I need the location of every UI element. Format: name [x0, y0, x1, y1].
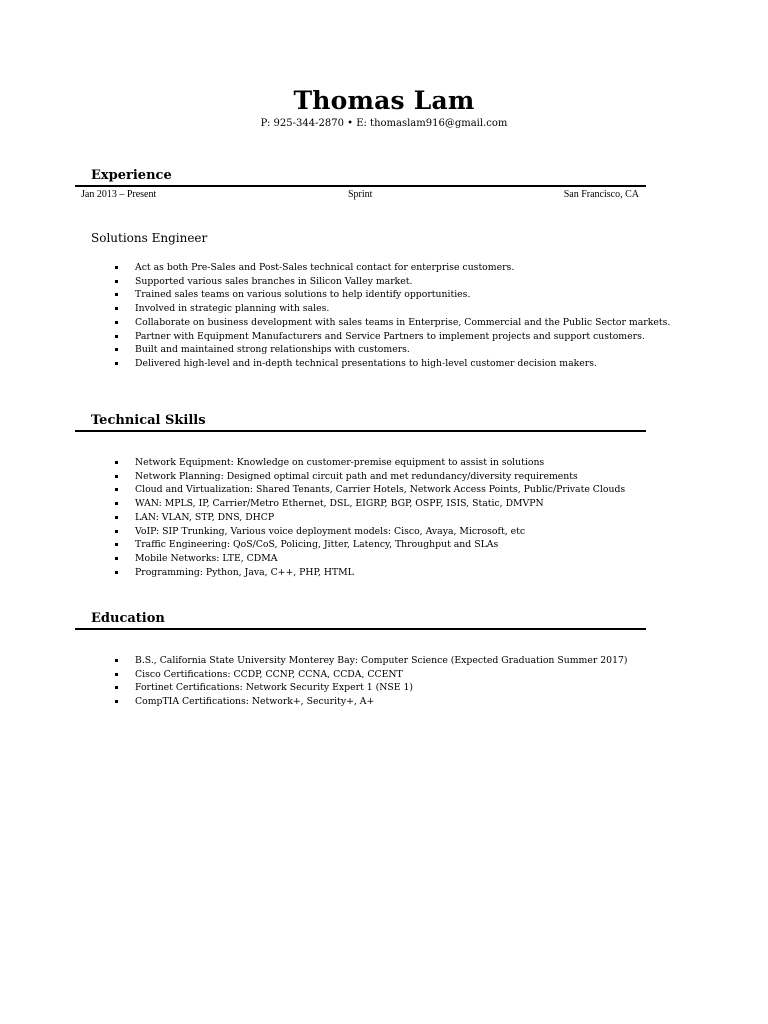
bullet-item [113, 681, 628, 695]
bullet-icon [115, 280, 118, 283]
bullet-item [113, 695, 628, 709]
skills-divider [75, 430, 646, 432]
education-heading: Education [91, 611, 165, 626]
bullet-icon [115, 266, 118, 269]
resume-name: Thomas Lam [293, 86, 475, 115]
bullet-icon [115, 335, 118, 338]
bullet-text: Mobile Networks: LTE, CDMA [135, 552, 278, 564]
job-location: San Francisco, CA [563, 189, 639, 200]
bullet-item [113, 470, 625, 484]
bullet-icon [115, 659, 118, 662]
bullet-icon [115, 571, 118, 574]
bullet-icon [115, 686, 118, 689]
education-bullets [113, 654, 628, 709]
bullet-icon [115, 475, 118, 478]
education-divider [75, 628, 646, 630]
bullet-item [113, 302, 670, 316]
skills-bullets [113, 456, 625, 579]
bullet-item [113, 538, 625, 552]
bullet-icon [115, 543, 118, 546]
bullet-item [113, 497, 625, 511]
bullet-icon [115, 461, 118, 464]
bullet-text: Involved in strategic planning with sales. [135, 303, 330, 315]
bullet-text: CompTIA Certifications: Network+, Security+, A+ [135, 696, 375, 708]
job-role: Solutions Engineer [91, 231, 208, 245]
job-meta-row [81, 189, 639, 203]
bullet-item [113, 343, 670, 357]
bullet-text: Trained sales teams on various solutions to help identify opportunities. [135, 289, 471, 301]
bullet-icon [115, 557, 118, 560]
bullet-item [113, 456, 625, 470]
bullet-icon [115, 307, 118, 310]
bullet-text: B.S., California State University Monterey Bay: Computer Science (Expected Graduation Summer 2017) [135, 655, 628, 666]
bullet-text: Act as both Pre-Sales and Post-Sales technical contact for enterprise customers. [135, 262, 515, 273]
bullet-text: Collaborate on business development with sales teams in Enterprise, Commercial and the Public Sector markets. [135, 316, 671, 328]
bullet-text: LAN: VLAN, STP, DNS, DHCP [135, 511, 275, 523]
bullet-text: Supported various sales branches in Silicon Valley market. [135, 275, 413, 287]
bullet-item [113, 668, 628, 682]
bullet-item [113, 275, 670, 289]
bullet-icon [115, 530, 118, 533]
bullet-item [113, 357, 670, 371]
bullet-item [113, 511, 625, 525]
bullet-item [113, 483, 625, 497]
bullet-text: Network Equipment: Knowledge on customer-premise equipment to assist in solutions [135, 457, 545, 468]
bullet-text: Traffic Engineering: QoS/CoS, Policing, Jitter, Latency, Throughput and SLAs [135, 539, 499, 551]
bullet-text: Partner with Equipment Manufacturers and Service Partners to implement projects and support customers. [135, 330, 645, 342]
experience-bullets [113, 261, 670, 371]
bullet-icon [115, 348, 118, 351]
bullet-icon [115, 502, 118, 505]
experience-heading: Experience [91, 168, 172, 183]
bullet-item [113, 654, 628, 668]
bullet-text: Built and maintained strong relationships with customers. [135, 344, 410, 356]
bullet-text: WAN: MPLS, IP, Carrier/Metro Ethernet, DSL, EIGRP, BGP, OSPF, ISIS, Static, DMVPN [135, 498, 544, 510]
bullet-text: Network Planning: Designed optimal circuit path and met redundancy/diversity requirements [135, 470, 578, 482]
bullet-item [113, 288, 670, 302]
bullet-text: Cloud and Virtualization: Shared Tenants, Carrier Hotels, Network Access Points, Public/Private Clouds [135, 484, 626, 496]
contact-line: P: 925-344-2870 • E: thomaslam916@gmail.com [260, 118, 508, 129]
bullet-item [113, 552, 625, 566]
bullet-item [113, 261, 670, 275]
bullet-text: VoIP: SIP Trunking, Various voice deployment models: Cisco, Avaya, Microsoft, etc [135, 525, 526, 537]
job-company: Sprint [348, 189, 373, 200]
bullet-icon [115, 488, 118, 491]
bullet-icon [115, 293, 118, 296]
bullet-item [113, 330, 670, 344]
bullet-icon [115, 516, 118, 519]
skills-heading: Technical Skills [91, 413, 206, 428]
bullet-icon [115, 321, 118, 324]
bullet-icon [115, 700, 118, 703]
experience-divider [75, 185, 646, 187]
bullet-icon [115, 362, 118, 365]
bullet-text: Delivered high-level and in-depth technical presentations to high-level customer decision makers. [135, 357, 597, 369]
bullet-text: Fortinet Certifications: Network Security Expert 1 (NSE 1) [135, 682, 414, 694]
job-date: Jan 2013 – Present [81, 189, 157, 200]
bullet-item [113, 525, 625, 539]
bullet-text: Cisco Certifications: CCDP, CCNP, CCNA, CCDA, CCENT [135, 668, 403, 680]
bullet-item [113, 316, 670, 330]
bullet-item [113, 566, 625, 580]
bullet-text: Programming: Python, Java, C++, PHP, HTML [135, 566, 354, 578]
bullet-icon [115, 673, 118, 676]
